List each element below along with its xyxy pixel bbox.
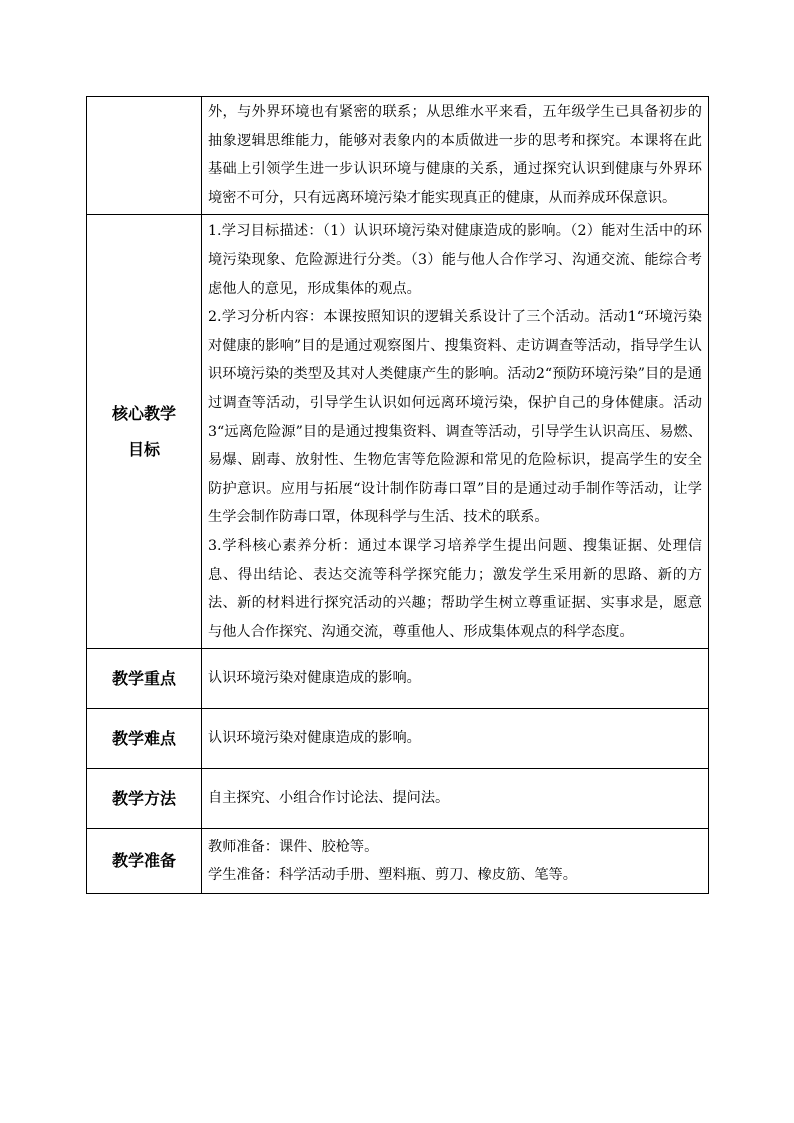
difficulties-text: 认识环境污染对健康造成的影响。 [202, 709, 709, 769]
goals-row [87, 215, 709, 649]
key-points-label: 教学重点 [87, 649, 202, 709]
lesson-plan-table [86, 96, 709, 894]
key-points-row [87, 649, 709, 709]
difficulties-label: 教学难点 [87, 709, 202, 769]
preparation-row [87, 829, 709, 894]
goals-paragraph-2: 2.学习分析内容：本课按照知识的逻辑关系设计了三个活动。活动1“环境污染对健康的影响”目的是通过观察图片、搜集资料、走访调查等活动，指导学生认识环境污染的类型及其对人类健康产生的影响。活动2“预防环境污染”目的是通过调查等活动，引导学生认识如何远离环境污染，保护自己的身体健康。活动3“远离危险源”目的是通过搜集资料、调查等活动，引导学生认识高压、易燃、易爆、剧毒、放射性、生物危害等危险源和常见的危险标识，提高学生的安全防护意识。应用与拓展“设计制作防毒口罩”目的是通过动手制作等活动，让学生学会制作防毒口罩，体现科学与生活、技术的联系。 [208, 309, 702, 526]
goals-content-cell [202, 215, 709, 649]
goals-label-line1: 核心教学 [111, 403, 176, 423]
methods-label: 教学方法 [87, 769, 202, 829]
intro-text: 外，与外界环境也有紧密的联系；从思维水平来看，五年级学生已具备初步的抽象逻辑思维能力，能够对表象内的本质做进一步的思考和探究。本课将在此基础上引领学生进一步认识环境与健康的关系，通过探究认识到健康与外界环境密不可分，只有远离环境污染才能实现真正的健康，从而养成环保意识。 [208, 104, 702, 206]
preparation-teacher: 教师准备：课件、胶枪等。 [208, 838, 379, 855]
preparation-content-cell [202, 829, 709, 894]
goals-label-cell [87, 215, 202, 649]
goals-label-line2: 目标 [127, 439, 160, 459]
intro-content-cell [202, 97, 709, 215]
preparation-label: 教学准备 [87, 829, 202, 894]
goals-paragraph-1: 1.学习目标描述：（1）认识环境污染对健康造成的影响。（2）能对生活中的环境污染现象、危险源进行分类。（3）能与他人合作学习、沟通交流、能综合考虑他人的意见，形成集体的观点。 [208, 223, 702, 297]
goals-paragraph-3: 3.学科核心素养分析：通过本课学习培养学生提出问题、搜集证据、处理信息、得出结论、表达交流等科学探究能力；激发学生采用新的思路、新的方法、新的材料进行探究活动的兴趣；帮助学生树立尊重证据、实事求是，愿意与他人合作探究、沟通交流，尊重他人、形成集体观点的科学态度。 [208, 537, 702, 640]
intro-row [87, 97, 709, 215]
preparation-student: 学生准备：科学活动手册、塑料瓶、剪刀、橡皮筋、笔等。 [208, 867, 577, 884]
methods-text: 自主探究、小组合作讨论法、提问法。 [202, 769, 709, 829]
difficulties-row [87, 709, 709, 769]
intro-label-cell [87, 97, 202, 215]
methods-row [87, 769, 709, 829]
key-points-text: 认识环境污染对健康造成的影响。 [202, 649, 709, 709]
